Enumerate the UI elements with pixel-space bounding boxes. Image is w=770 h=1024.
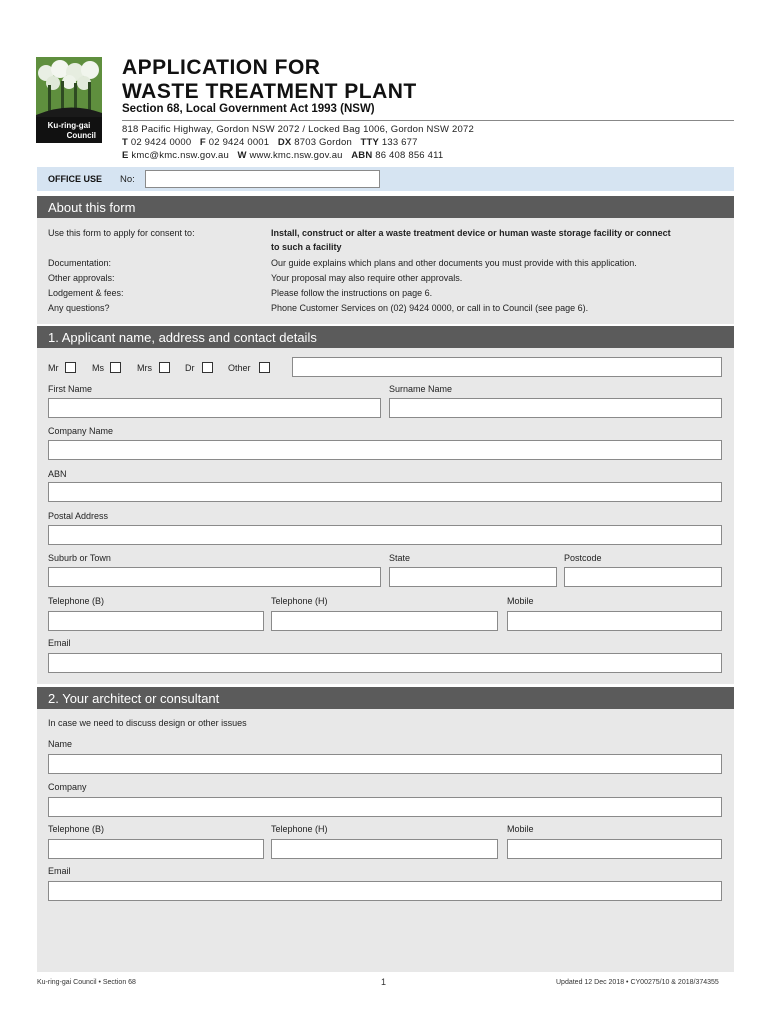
contact-phone-line bbox=[122, 137, 418, 148]
title-mr-label: Mr bbox=[48, 363, 59, 373]
consultant-mobile-label: Mobile bbox=[507, 824, 534, 834]
consultant-telephone-h-input[interactable] bbox=[271, 839, 498, 859]
consultant-name-label: Name bbox=[48, 739, 73, 749]
contact-web-line bbox=[122, 150, 443, 161]
fax-value: 02 9424 0001 bbox=[208, 137, 270, 148]
section2-intro: In case we need to discuss design or other issues bbox=[48, 718, 247, 728]
title-mrs-label: Mrs bbox=[137, 363, 152, 373]
email-input[interactable] bbox=[48, 653, 722, 673]
postcode-input[interactable] bbox=[564, 567, 722, 587]
title-dr-checkbox[interactable] bbox=[202, 362, 213, 373]
first-name-label: First Name bbox=[48, 384, 93, 394]
about-label-questions: Any questions? bbox=[48, 303, 110, 313]
tty-value: 133 677 bbox=[381, 137, 418, 148]
office-use-bar bbox=[37, 167, 734, 191]
suburb-label: Suburb or Town bbox=[48, 553, 111, 563]
abn-label: ABN bbox=[48, 469, 67, 479]
telephone-h-label: Telephone (H) bbox=[271, 596, 328, 606]
title-line-1: APPLICATION FOR bbox=[122, 56, 321, 79]
first-name-input[interactable] bbox=[48, 398, 381, 418]
abn-value: 86 408 856 411 bbox=[375, 150, 444, 161]
postal-address-input[interactable] bbox=[48, 525, 722, 545]
about-text-lodgement: Please follow the instructions on page 6. bbox=[271, 288, 433, 298]
title-ms-label: Ms bbox=[92, 363, 104, 373]
company-name-input[interactable] bbox=[48, 440, 722, 460]
consultant-email-input[interactable] bbox=[48, 881, 722, 901]
page-subtitle: Section 68, Local Government Act 1993 (NSW) bbox=[122, 103, 375, 115]
abn-label: ABN bbox=[351, 150, 373, 161]
consultant-telephone-h-label: Telephone (H) bbox=[271, 824, 328, 834]
about-label-lodgement: Lodgement & fees: bbox=[48, 288, 124, 298]
surname-label: Surname Name bbox=[389, 384, 453, 394]
about-text-approvals: Your proposal may also require other approvals. bbox=[271, 273, 463, 283]
contact-address: 818 Pacific Highway, Gordon NSW 2072 / Locked Bag 1006, Gordon NSW 2072 bbox=[122, 124, 474, 135]
consultant-name-input[interactable] bbox=[48, 754, 722, 774]
title-dr-label: Dr bbox=[185, 363, 195, 373]
about-text-documentation: Our guide explains which plans and other documents you must provide with this application. bbox=[271, 258, 637, 268]
logo-text-1: Ku-ring-gai bbox=[47, 121, 91, 130]
phone-value: 02 9424 0000 bbox=[130, 137, 192, 148]
title-mrs-checkbox[interactable] bbox=[159, 362, 170, 373]
header-divider bbox=[122, 120, 734, 121]
consultant-email-label: Email bbox=[48, 866, 71, 876]
consultant-company-label: Company bbox=[48, 782, 87, 792]
mobile-input[interactable] bbox=[507, 611, 722, 631]
about-section-title: About this form bbox=[48, 200, 136, 215]
mobile-label: Mobile bbox=[507, 596, 534, 606]
about-text-consent-2: to such a facility bbox=[271, 242, 342, 252]
email-label: Email bbox=[48, 638, 71, 648]
footer-left: Ku-ring-gai Council • Section 68 bbox=[37, 979, 136, 986]
page-number: 1 bbox=[381, 977, 387, 987]
dx-label: DX bbox=[277, 137, 292, 148]
about-text-questions: Phone Customer Services on (02) 9424 0000, or call in to Council (see page 6). bbox=[271, 303, 589, 313]
title-other-input[interactable] bbox=[292, 357, 722, 377]
suburb-input[interactable] bbox=[48, 567, 381, 587]
telephone-b-input[interactable] bbox=[48, 611, 264, 631]
consultant-company-input[interactable] bbox=[48, 797, 722, 817]
phone-label: T bbox=[122, 137, 129, 148]
section1-title: 1. Applicant name, address and contact details bbox=[48, 330, 317, 345]
consultant-telephone-b-label: Telephone (B) bbox=[48, 824, 105, 834]
fax-label: F bbox=[199, 137, 206, 148]
section2-title: 2. Your architect or consultant bbox=[48, 691, 220, 706]
surname-input[interactable] bbox=[389, 398, 722, 418]
company-name-label: Company Name bbox=[48, 426, 114, 436]
postal-address-label: Postal Address bbox=[48, 511, 109, 521]
office-no-label: No: bbox=[120, 174, 135, 185]
page-title bbox=[122, 56, 417, 104]
office-no-input[interactable] bbox=[145, 170, 380, 188]
office-use-label: OFFICE USE bbox=[48, 174, 103, 184]
about-label-consent: Use this form to apply for consent to: bbox=[48, 228, 195, 238]
state-label: State bbox=[389, 553, 411, 563]
logo-text-2: Council bbox=[66, 131, 96, 140]
consultant-mobile-input[interactable] bbox=[507, 839, 722, 859]
web-value[interactable]: www.kmc.nsw.gov.au bbox=[249, 150, 343, 161]
tty-label: TTY bbox=[360, 137, 380, 148]
council-logo bbox=[36, 57, 102, 143]
footer-right: Updated 12 Dec 2018 • CY00275/10 & 2018/374355 bbox=[556, 979, 719, 986]
about-label-documentation: Documentation: bbox=[48, 258, 112, 268]
about-section-header bbox=[37, 196, 734, 218]
about-label-approvals: Other approvals: bbox=[48, 273, 115, 283]
dx-value: 8703 Gordon bbox=[294, 137, 352, 148]
postcode-label: Postcode bbox=[564, 553, 602, 563]
web-label: W bbox=[237, 150, 247, 161]
title-other-label: Other bbox=[228, 363, 251, 373]
title-mr-checkbox[interactable] bbox=[65, 362, 76, 373]
consultant-telephone-b-input[interactable] bbox=[48, 839, 264, 859]
about-text-consent: Install, construct or alter a waste treatment device or human waste storage facility or connect bbox=[271, 228, 671, 238]
title-other-checkbox[interactable] bbox=[259, 362, 270, 373]
email-value[interactable]: kmc@kmc.nsw.gov.au bbox=[131, 150, 229, 161]
title-ms-checkbox[interactable] bbox=[110, 362, 121, 373]
telephone-h-input[interactable] bbox=[271, 611, 498, 631]
email-label: E bbox=[122, 150, 129, 161]
state-input[interactable] bbox=[389, 567, 557, 587]
telephone-b-label: Telephone (B) bbox=[48, 596, 105, 606]
title-line-2: WASTE TREATMENT PLANT bbox=[122, 80, 417, 103]
abn-input[interactable] bbox=[48, 482, 722, 502]
